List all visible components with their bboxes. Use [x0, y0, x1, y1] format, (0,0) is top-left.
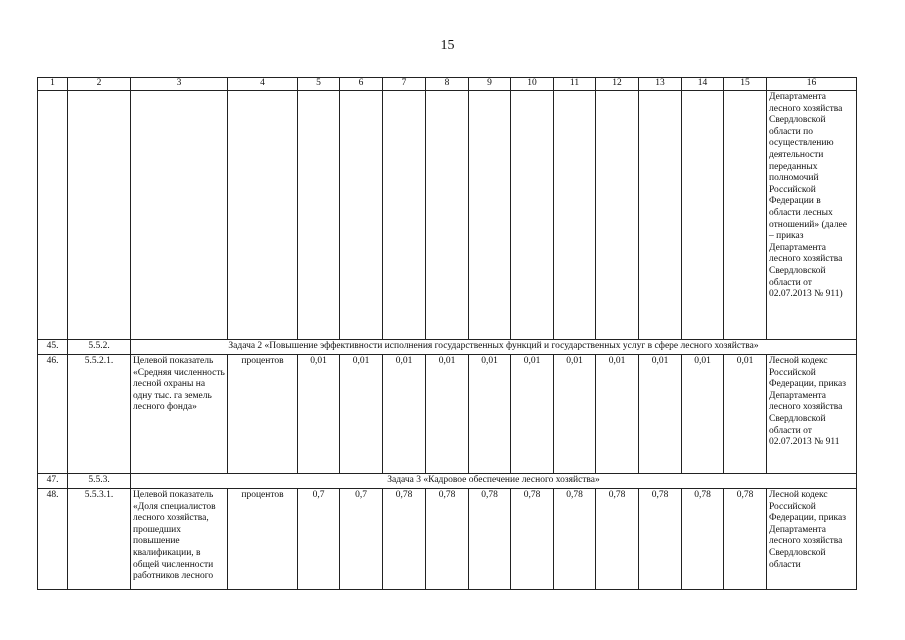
source-cell: Департамента лесного хозяйства Свердловской области по осуществлению деятельности переданных полномочий Российской Федерации в области лесных отношений» (далее – приказ Департамента лесного хозяйства Свердловской области от 02.07.2013 № 911): [767, 91, 857, 340]
value-cell: 0,01: [383, 355, 426, 474]
value-cell: 0,78: [469, 489, 511, 590]
indicator-name: Целевой показатель «Средняя численность лесной охраны на одну тыс. га земель лесного фонда»: [131, 355, 228, 474]
value-cell: 0,7: [298, 489, 340, 590]
value-cell: 0,7: [340, 489, 383, 590]
col-header: 4: [228, 78, 298, 91]
col-header: 14: [682, 78, 724, 91]
task-heading: Задача 3 «Кадровое обеспечение лесного хозяйства»: [131, 474, 857, 489]
column-number-header-row: [38, 78, 857, 91]
value-cell: 0,01: [469, 355, 511, 474]
unit-cell: процентов: [228, 355, 298, 474]
value-cell: 0,78: [596, 489, 639, 590]
value-cell: 0,01: [596, 355, 639, 474]
source-cell: Лесной кодекс Российской Федерации, приказ Департамента лесного хозяйства Свердловской области от 02.07.2013 № 911: [767, 355, 857, 474]
row-number: 47.: [38, 474, 68, 489]
table-row: [38, 489, 857, 590]
col-header: 13: [639, 78, 682, 91]
row-number: 48.: [38, 489, 68, 590]
col-header: 2: [68, 78, 131, 91]
col-header: 15: [724, 78, 767, 91]
row-number: 45.: [38, 340, 68, 355]
indicators-table: [37, 77, 857, 590]
col-header: 5: [298, 78, 340, 91]
row-number: 46.: [38, 355, 68, 474]
value-cell: 0,01: [340, 355, 383, 474]
col-header: 10: [511, 78, 554, 91]
col-header: 8: [426, 78, 469, 91]
col-header: 16: [767, 78, 857, 91]
table-row: [38, 91, 857, 340]
value-cell: 0,78: [511, 489, 554, 590]
value-cell: 0,78: [554, 489, 596, 590]
row-code: 5.5.3.1.: [68, 489, 131, 590]
value-cell: 0,01: [511, 355, 554, 474]
value-cell: 0,78: [682, 489, 724, 590]
row-code: 5.5.3.: [68, 474, 131, 489]
value-cell: 0,78: [426, 489, 469, 590]
value-cell: 0,78: [639, 489, 682, 590]
page-number: 15: [440, 38, 455, 53]
source-cell: Лесной кодекс Российской Федерации, приказ Департамента лесного хозяйства Свердловской области: [767, 489, 857, 590]
col-header: 11: [554, 78, 596, 91]
col-header: 6: [340, 78, 383, 91]
col-header: 12: [596, 78, 639, 91]
value-cell: 0,01: [724, 355, 767, 474]
col-header: 7: [383, 78, 426, 91]
table-row: [38, 474, 857, 489]
value-cell: 0,78: [724, 489, 767, 590]
value-cell: 0,01: [639, 355, 682, 474]
value-cell: 0,01: [298, 355, 340, 474]
value-cell: 0,01: [426, 355, 469, 474]
indicator-name: Целевой показатель «Доля специалистов лесного хозяйства, прошедших повышение квалификации, в общей численности работников лесного: [131, 489, 228, 590]
row-code: 5.5.2.: [68, 340, 131, 355]
value-cell: 0,01: [682, 355, 724, 474]
table-row: [38, 355, 857, 474]
col-header: 1: [38, 78, 68, 91]
value-cell: 0,01: [554, 355, 596, 474]
col-header: 9: [469, 78, 511, 91]
task-heading: Задача 2 «Повышение эффективности исполнения государственных функций и государственных услуг в сфере лесного хозяйства»: [131, 340, 857, 355]
row-code: 5.5.2.1.: [68, 355, 131, 474]
value-cell: 0,78: [383, 489, 426, 590]
unit-cell: процентов: [228, 489, 298, 590]
table-row: [38, 340, 857, 355]
col-header: 3: [131, 78, 228, 91]
